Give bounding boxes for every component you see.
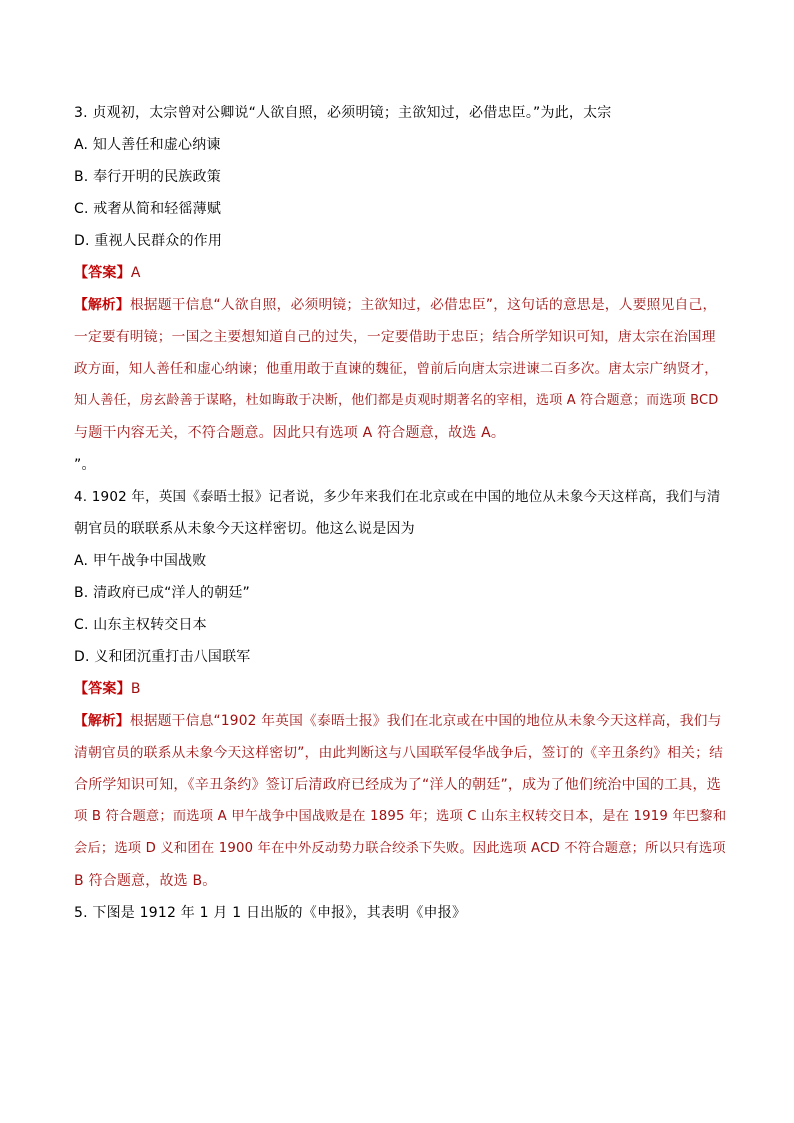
answer-value: B [130,681,141,697]
question-3-analysis-line-1 [74,289,726,321]
question-4-analysis-line-5: 会后；选项 D 义和团在 1900 年在中外反动势力联合绞杀下失败。因此选项 ACD 不符合题意；所以只有选项 [74,841,726,856]
analysis-tag: 【解析】 [74,713,130,729]
question-4-analysis-line-2: 清朝官员的联系从未象今天这样密切”，由此判断这与八国联军侵华战争后，签订的《辛丑条约》相关；结 [74,745,724,761]
analysis-tag: 【解析】 [74,297,130,313]
answer-value: A [130,265,141,281]
analysis-text: 根据题干信息“人欲自照，必须明镜；主欲知过，必借忠臣”，这句话的意思是，人要照见自己， [129,297,717,313]
answer-tag: 【答案】 [74,681,131,697]
question-3-stem: 3. 贞观初，太宗曾对公卿说“人欲自照，必须明镜；主欲知过，必借忠臣。”为此，太宗 [74,105,612,121]
question-3-option-c: C. 戒奢从简和轻徭薄赋 [74,201,222,217]
question-3-analysis-line-6: ”。 [74,457,96,473]
analysis-text: 根据题干信息“1902 年英国《泰晤士报》我们在北京或在中国的地位从未象今天这样高，我们与 [129,713,722,729]
question-4-analysis-line-3: 合所学知识可知，《辛丑条约》签订后清政府已经成为了“洋人的朝廷”，成为了他们统治中国的工具，选 [74,777,721,793]
question-3-option-a: A. 知人善任和虚心纳谏 [74,137,221,153]
question-3-answer [74,257,726,289]
question-4-option-d: D. 义和团沉重打击八国联军 [74,649,251,665]
question-4-option-a: A. 甲午战争中国战败 [74,553,207,569]
question-3-analysis-line-3: 政方面，知人善任和虚心纳谏；他重用敢于直谏的魏征，曾前后向唐太宗进谏二百多次。唐太宗广纳贤才， [74,361,718,377]
question-3-analysis-line-5: 与题干内容无关，不符合题意。因此只有选项 A 符合题意，故选 A。 [74,425,506,441]
question-4-option-c: C. 山东主权转交日本 [74,617,207,633]
question-5-stem: 5. 下图是 1912 年 1 月 1 日出版的《申报》，其表明《申报》 [74,905,467,921]
question-4-analysis-line-4: 项 B 符合题意；而选项 A 甲午战争中国战败是在 1895 年；选项 C 山东主权转交日本，是在 1919 年巴黎和 [74,809,727,824]
question-3-option-d: D. 重视人民群众的作用 [74,233,223,249]
question-3-analysis-line-2: 一定要有明镜；一国之主要想知道自己的过失，一定要借助于忠臣；结合所学知识可知，唐太宗在治国理 [74,329,716,345]
question-4-option-b: B. 清政府已成“洋人的朝廷” [74,585,251,601]
answer-tag: 【答案】 [74,265,131,281]
question-4-answer [74,673,726,705]
document-page [74,97,726,929]
question-4-stem-line-2: 朝官员的联联系从未象今天这样密切。他这么说是因为 [74,521,415,537]
question-4-analysis-line-1 [74,705,726,737]
question-3-option-b: B. 奉行开明的民族政策 [74,169,221,185]
question-3-analysis-line-4: 知人善任，房玄龄善于谋略，杜如晦敢于决断，他们都是贞观时期著名的宰相，选项 A 符合题意；而选项 BCD [74,393,719,408]
question-4-analysis-line-6: B 符合题意，故选 B。 [74,873,217,889]
question-4-stem-line-1: 4. 1902 年，英国《泰晤士报》记者说，多少年来我们在北京或在中国的地位从未象今天这样高，我们与清 [74,489,721,505]
